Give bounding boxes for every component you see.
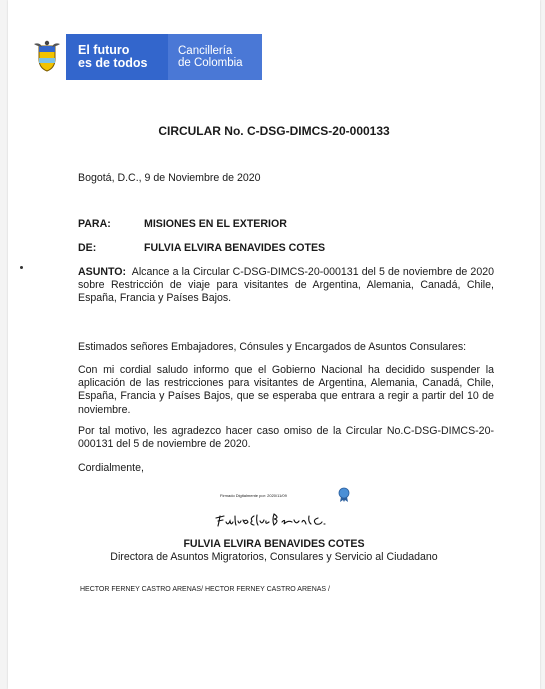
logo-slogan-line1: El futuro bbox=[78, 43, 130, 57]
header-logo bbox=[28, 34, 262, 80]
logo-entity-line1: Cancillería bbox=[178, 44, 233, 57]
asunto-block bbox=[78, 266, 494, 306]
coat-of-arms-icon bbox=[28, 34, 66, 80]
handwritten-signature bbox=[214, 510, 354, 535]
paragraph-1: Con mi cordial saludo informo que el Gobierno Nacional ha decidido suspender la aplicación de las restricciones para visitantes de Argentina, Alemania, Canadá, Chile, España, Francia y Países Bajos, que se esperaba que entrara a regir a partir del 10 de noviembre. bbox=[78, 364, 494, 416]
logo-slogan bbox=[66, 34, 168, 80]
digital-signature-note: Firmado Digitalmente por: 2020/11/09 bbox=[220, 493, 287, 498]
circular-number: CIRCULAR No. C-DSG-DIMCS-20-000133 bbox=[158, 124, 390, 138]
asunto-text: Alcance a la Circular C-DSG-DIMCS-20-000131 del 5 de noviembre de 2020 sobre Restricción de viaje para visitantes de Argentina, Alemania, Canadá, Chile, España, Francia y Países Bajos. bbox=[78, 266, 494, 305]
para-label: PARA: bbox=[78, 218, 111, 230]
document-page bbox=[8, 0, 540, 689]
signer-title: Directora de Asuntos Migratorios, Consulares y Servicio al Ciudadano bbox=[110, 551, 438, 563]
para-value: MISIONES EN EL EXTERIOR bbox=[144, 218, 287, 230]
closing: Cordialmente, bbox=[78, 462, 144, 474]
greeting: Estimados señores Embajadores, Cónsules y Encargados de Asuntos Consulares: bbox=[78, 341, 467, 353]
de-value: FULVIA ELVIRA BENAVIDES COTES bbox=[144, 242, 326, 254]
logo-entity-line2: de Colombia bbox=[178, 57, 243, 69]
award-seal-icon bbox=[338, 487, 350, 508]
asunto-label: ASUNTO: bbox=[78, 266, 127, 278]
de-label: DE: bbox=[78, 242, 97, 254]
logo-slogan-line2: es de todos bbox=[78, 56, 148, 70]
paragraph-2: Por tal motivo, les agradezco hacer caso omiso de la Circular No.C-DSG-DIMCS-20-000131 del 5 de noviembre de 2020. bbox=[78, 425, 494, 451]
place-date: Bogotá, D.C., 9 de Noviembre de 2020 bbox=[78, 172, 261, 184]
margin-mark bbox=[20, 266, 23, 269]
footer-initials: HECTOR FERNEY CASTRO ARENAS/ HECTOR FERNEY CASTRO ARENAS / bbox=[80, 586, 330, 593]
signer-name: FULVIA ELVIRA BENAVIDES COTES bbox=[183, 538, 365, 550]
logo-entity bbox=[168, 34, 262, 80]
